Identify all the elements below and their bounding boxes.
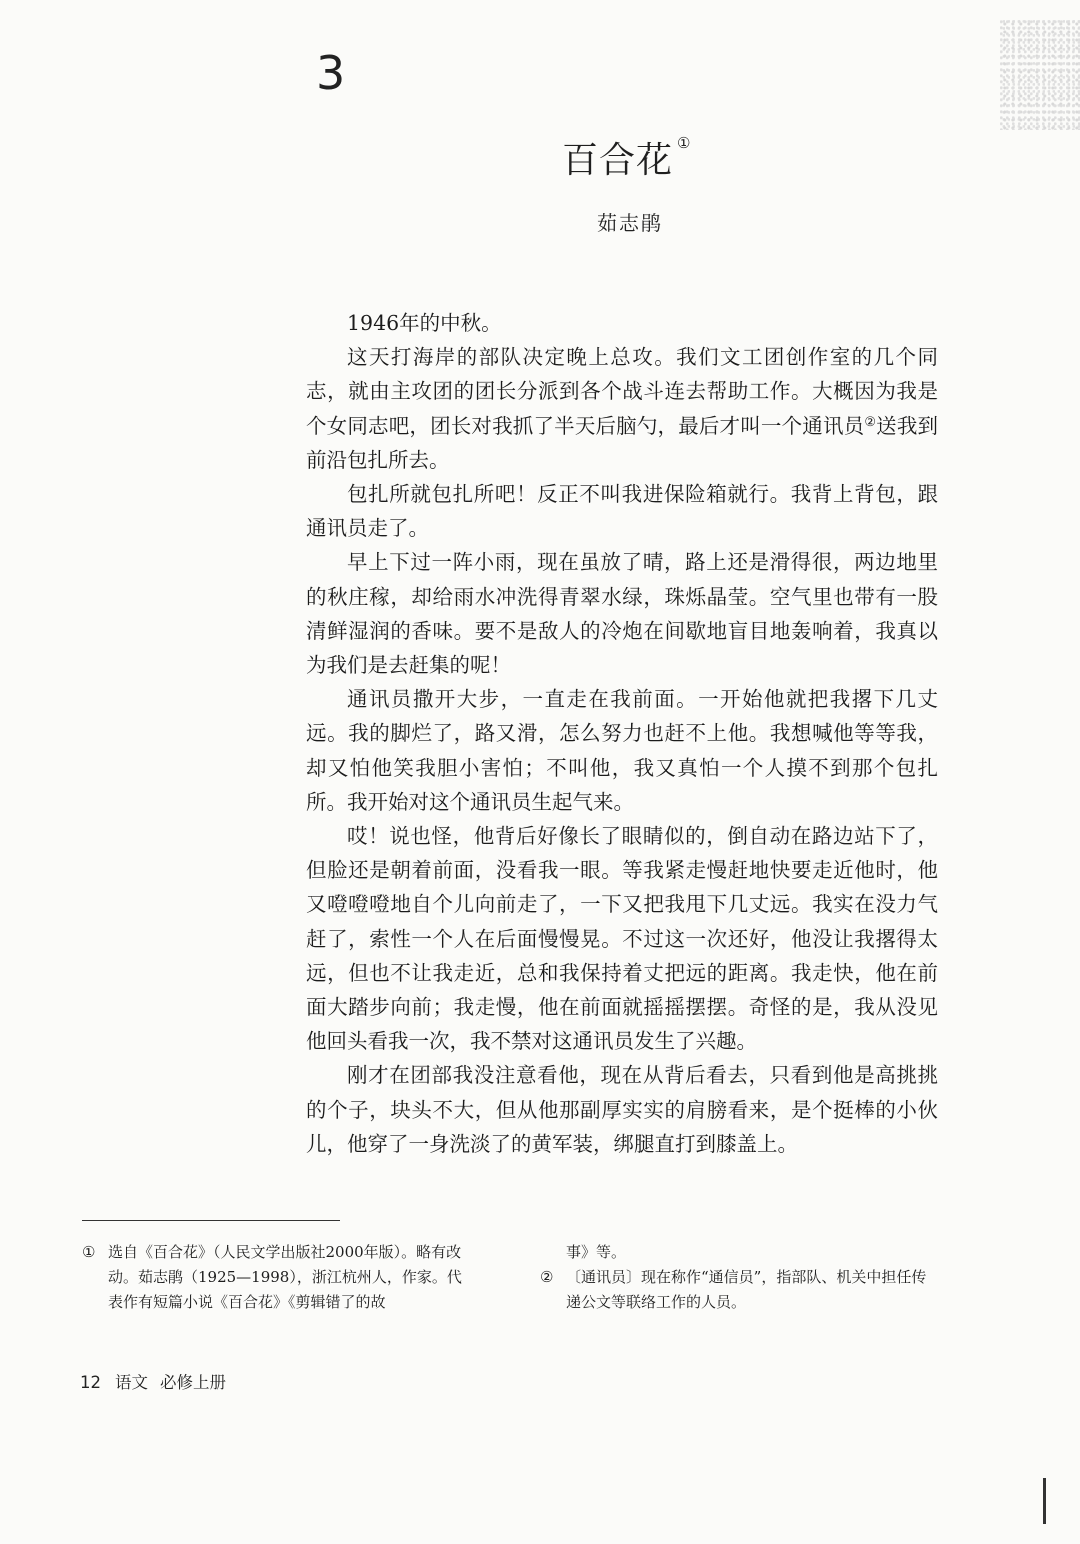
scan-speckle [1000,20,1080,130]
footnote-1-continuation: 事》等。 [566,1243,627,1261]
paragraph-3: 包扎所就包扎所吧！反正不叫我进保险箱就行。我背上背包，跟通讯员走了。 [306,482,938,541]
paragraph-2 [306,340,938,477]
paragraph-4: 早上下过一阵小雨，现在虽放了晴，路上还是滑得很，两边地里的秋庄稼，却给雨水冲洗得青翠水绿，珠烁晶莹。空气里也带有一股清鲜湿润的香味。要不是敌人的冷炮在间歇地盲目地轰响着，我真以为我们是去赶集的呢！ [306,550,938,678]
footnote-1-marker: ① [82,1243,96,1261]
footnotes-left-column [82,1240,476,1315]
book-name: 语文 [115,1373,148,1392]
title-footnote-marker: ① [677,134,691,152]
title-block [562,132,690,183]
footnote-ref-2: ② [864,414,877,430]
author-name: 茹志鹃 [597,211,663,235]
paragraph-2-tail: 送我到前沿包扎所去。 [306,413,939,472]
lesson-number: 3 [316,46,346,100]
paragraph-2-text: 这天打海岸的部队决定晚上总攻。我们文工团创作室的几个同志，就由主攻团的团长分派到各个战斗连去帮助工作。大概因为我是个女同志吧，团长对我抓了半天后脑勺，最后才叫一个通讯员 [306,345,938,438]
paragraph-5: 通讯员撒开大步，一直走在我前面。一开始他就把我撂下几丈远。我的脚烂了，路又滑，怎么努力也赶不上他。我想喊他等等我，却又怕他笑我胆小害怕；不叫他，我又真怕一个人摸不到那个包扎所。我开始对这个通讯员生起气来。 [306,687,938,814]
paragraph-6: 哎！说也怪，他背后好像长了眼睛似的，倒自动在路边站下了，但脸还是朝着前面，没看我一眼。等我紧走慢赶地快要走近他时，他又噔噔噔地自个儿向前走了，一下又把我甩下几丈远。我实在没力气赶了，索性一个人在后面慢慢晃。不过这一次还好，他没让我撂得太远，但也不让我走近，总和我保持着丈把远的距离。我走快，他在前面大踏步向前；我走慢，他在前面就摇摇摆摆。奇怪的是，我从没见他回头看我一次，我不禁对这通讯员发生了兴趣。 [306,824,938,1054]
paragraph-7: 刚才在团部我没注意看他，现在从背后看去，只看到他是高挑挑的个子，块头不大，但从他那副厚实实的肩膀看来，是个挺棒的小伙儿，他穿了一身洗淡了的黄军装，绑腿直打到膝盖上。 [306,1063,938,1156]
page-footer [80,1369,226,1393]
page-number: 12 [80,1373,101,1392]
scan-edge-mark [1043,1478,1046,1524]
footnote-2 [540,1265,934,1315]
article-body [306,306,938,1161]
footnote-divider [82,1220,340,1221]
footnotes-right-column [540,1240,934,1315]
footnote-1 [82,1240,476,1315]
footnote-1-text: 选自《百合花》（人民文学出版社2000年版）。略有改动。茹志鹃（1925—1998），浙江杭州人，作家。代表作有短篇小说《百合花》《剪辑错了的故 [108,1243,462,1311]
footnote-2-text: 〔通讯员〕现在称作“通信员”，指部队、机关中担任传递公文等联络工作的人员。 [566,1268,927,1311]
volume-name: 必修上册 [160,1373,226,1392]
footnote-2-marker: ② [540,1268,554,1286]
page-title: 百合花 [562,140,674,181]
paragraph-1: 1946年的中秋。 [347,311,502,335]
